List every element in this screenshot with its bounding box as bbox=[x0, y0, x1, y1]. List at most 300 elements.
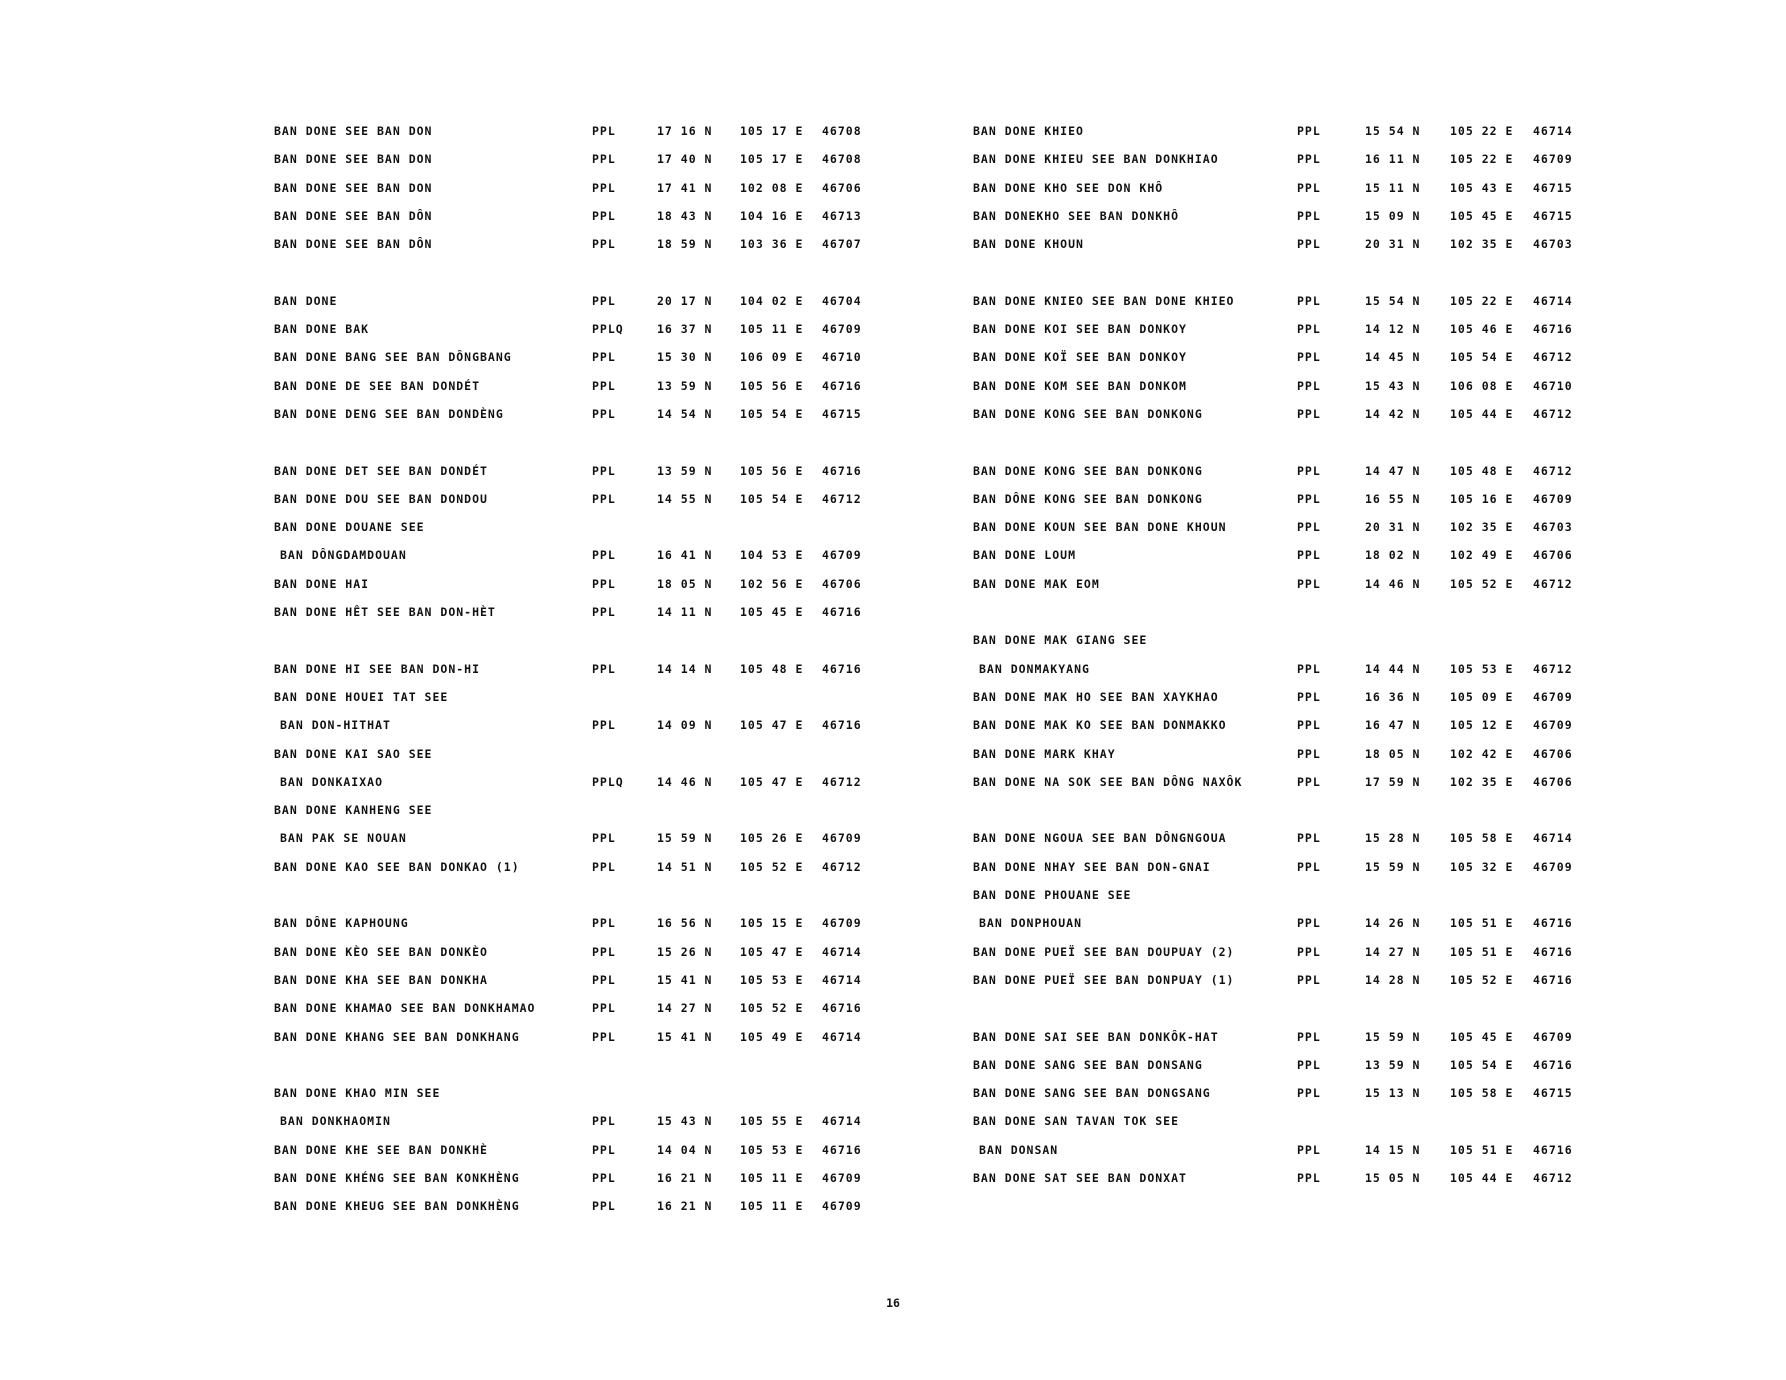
feature-class: PPL bbox=[1297, 293, 1321, 308]
sheet-number: 46707 bbox=[822, 237, 862, 252]
sheet-number: 46706 bbox=[1533, 548, 1573, 563]
feature-class: PPL bbox=[1297, 661, 1321, 676]
sheet-number: 46714 bbox=[1533, 124, 1573, 138]
feature-class: PPL bbox=[1297, 520, 1321, 535]
gazetteer-entry bbox=[274, 379, 1094, 407]
longitude: 105 52 E bbox=[740, 1001, 804, 1016]
latitude: 16 36 N bbox=[1365, 689, 1421, 704]
longitude: 104 53 E bbox=[740, 548, 804, 563]
feature-class: PPL bbox=[1297, 1086, 1321, 1101]
longitude: 105 52 E bbox=[1450, 972, 1514, 987]
gazetteer-entry bbox=[274, 294, 1094, 322]
latitude: 13 59 N bbox=[657, 463, 713, 478]
longitude: 105 22 E bbox=[1450, 293, 1514, 308]
gazetteer-entry bbox=[274, 803, 1094, 831]
gazetteer-entry bbox=[274, 152, 1094, 180]
place-name: BAN DONE PHOUANE SEE bbox=[973, 888, 1132, 903]
place-name: BAN DONE NA SOK SEE BAN DÔNG NAXÔK bbox=[973, 774, 1243, 789]
longitude: 105 45 E bbox=[1450, 208, 1514, 223]
gazetteer-entry bbox=[973, 124, 1786, 152]
sheet-number: 46703 bbox=[1533, 520, 1573, 535]
longitude: 105 47 E bbox=[740, 944, 804, 959]
longitude: 102 08 E bbox=[740, 180, 804, 195]
sheet-number: 46716 bbox=[1533, 972, 1573, 987]
sheet-number: 46716 bbox=[1533, 322, 1573, 337]
gazetteer-entry bbox=[274, 1143, 1094, 1171]
gazetteer-entry bbox=[973, 294, 1786, 322]
gazetteer-entry bbox=[274, 548, 1094, 576]
latitude: 18 43 N bbox=[657, 208, 713, 223]
feature-class: PPL bbox=[1297, 208, 1321, 223]
place-name: BAN DONKAIXAO bbox=[280, 774, 384, 789]
gazetteer-entry bbox=[274, 1001, 1094, 1029]
gazetteer-entry bbox=[973, 775, 1786, 803]
gazetteer-entry bbox=[973, 520, 1786, 548]
feature-class: PPL bbox=[1297, 237, 1321, 252]
latitude: 13 59 N bbox=[1365, 1057, 1421, 1072]
longitude: 105 54 E bbox=[740, 491, 804, 506]
gazetteer-entry bbox=[973, 973, 1786, 1001]
sheet-number: 46709 bbox=[1533, 689, 1573, 704]
feature-class: PPL bbox=[592, 124, 616, 138]
feature-class: PPL bbox=[1297, 774, 1321, 789]
gazetteer-entry bbox=[973, 322, 1786, 350]
feature-class: PPL bbox=[592, 180, 616, 195]
longitude: 105 15 E bbox=[740, 916, 804, 931]
place-name: BAN DONMAKYANG bbox=[979, 661, 1090, 676]
longitude: 105 16 E bbox=[1450, 491, 1514, 506]
longitude: 105 48 E bbox=[740, 661, 804, 676]
sheet-number: 46714 bbox=[822, 944, 862, 959]
latitude: 16 37 N bbox=[657, 322, 713, 337]
latitude: 18 05 N bbox=[1365, 746, 1421, 761]
feature-class: PPL bbox=[592, 406, 616, 421]
longitude: 105 09 E bbox=[1450, 689, 1514, 704]
latitude: 14 55 N bbox=[657, 491, 713, 506]
latitude: 16 41 N bbox=[657, 548, 713, 563]
latitude: 15 09 N bbox=[1365, 208, 1421, 223]
place-name: BAN DONE KAO SEE BAN DONKAO (1) bbox=[274, 859, 520, 874]
feature-class: PPL bbox=[592, 237, 616, 252]
place-name: BAN DONE KHAMAO SEE BAN DONKHAMAO bbox=[274, 1001, 536, 1016]
longitude: 105 11 E bbox=[740, 322, 804, 337]
sheet-number: 46709 bbox=[822, 322, 862, 337]
feature-class: PPL bbox=[1297, 689, 1321, 704]
place-name: BAN DONE KNIEO SEE BAN DONE KHIEO bbox=[973, 293, 1235, 308]
latitude: 15 26 N bbox=[657, 944, 713, 959]
place-name: BAN DONE KHIEO bbox=[973, 124, 1084, 138]
latitude: 20 31 N bbox=[1365, 237, 1421, 252]
sheet-number: 46716 bbox=[822, 718, 862, 733]
longitude: 105 55 E bbox=[740, 1114, 804, 1129]
place-name: BAN DONE KHO SEE DON KHÔ bbox=[973, 180, 1164, 195]
latitude: 17 41 N bbox=[657, 180, 713, 195]
longitude: 105 52 E bbox=[740, 859, 804, 874]
feature-class: PPL bbox=[1297, 718, 1321, 733]
gazetteer-entry bbox=[973, 209, 1786, 237]
place-name: BAN DONE SEE BAN DON bbox=[274, 152, 433, 167]
place-name: BAN DONE KONG SEE BAN DONKONG bbox=[973, 406, 1203, 421]
latitude: 14 28 N bbox=[1365, 972, 1421, 987]
feature-class: PPL bbox=[1297, 746, 1321, 761]
feature-class: PPL bbox=[1297, 548, 1321, 563]
place-name: BAN DONE MAK HO SEE BAN XAYKHAO bbox=[973, 689, 1219, 704]
gazetteer-entry bbox=[973, 1114, 1786, 1142]
place-name: BAN DONE KAI SAO SEE bbox=[274, 746, 433, 761]
longitude: 104 02 E bbox=[740, 293, 804, 308]
longitude: 105 48 E bbox=[1450, 463, 1514, 478]
sheet-number: 46709 bbox=[1533, 859, 1573, 874]
gazetteer-entry bbox=[973, 747, 1786, 775]
place-name: BAN DONE HI SEE BAN DON-HI bbox=[274, 661, 481, 676]
longitude: 105 51 E bbox=[1450, 1142, 1514, 1157]
longitude: 102 56 E bbox=[740, 576, 804, 591]
latitude: 14 14 N bbox=[657, 661, 713, 676]
sheet-number: 46706 bbox=[822, 576, 862, 591]
place-name: BAN DONSAN bbox=[979, 1142, 1059, 1157]
place-name: BAN DONE DENG SEE BAN DONDÈNG bbox=[274, 406, 504, 421]
latitude: 20 17 N bbox=[657, 293, 713, 308]
gazetteer-entry bbox=[973, 718, 1786, 746]
place-name: BAN DONE KOÏ SEE BAN DONKOY bbox=[973, 350, 1187, 365]
feature-class: PPL bbox=[592, 972, 616, 987]
gazetteer-entry bbox=[274, 181, 1094, 209]
longitude: 102 35 E bbox=[1450, 774, 1514, 789]
feature-class: PPL bbox=[592, 605, 616, 620]
latitude: 14 09 N bbox=[657, 718, 713, 733]
sheet-number: 46714 bbox=[1533, 293, 1573, 308]
longitude: 105 32 E bbox=[1450, 859, 1514, 874]
longitude: 105 11 E bbox=[740, 1170, 804, 1185]
latitude: 14 15 N bbox=[1365, 1142, 1421, 1157]
longitude: 105 45 E bbox=[1450, 1029, 1514, 1044]
gazetteer-entry bbox=[973, 152, 1786, 180]
latitude: 14 42 N bbox=[1365, 406, 1421, 421]
latitude: 14 47 N bbox=[1365, 463, 1421, 478]
longitude: 102 35 E bbox=[1450, 520, 1514, 535]
feature-class: PPL bbox=[1297, 152, 1321, 167]
place-name: BAN DONE KHANG SEE BAN DONKHANG bbox=[274, 1029, 520, 1044]
sheet-number: 46712 bbox=[822, 491, 862, 506]
feature-class: PPL bbox=[1297, 378, 1321, 393]
gazetteer-entry bbox=[274, 747, 1094, 775]
feature-class: PPL bbox=[592, 1142, 616, 1157]
sheet-number: 46706 bbox=[822, 180, 862, 195]
feature-class: PPL bbox=[592, 944, 616, 959]
latitude: 14 27 N bbox=[657, 1001, 713, 1016]
place-name: BAN DONE SANG SEE BAN DONGSANG bbox=[973, 1086, 1211, 1101]
longitude: 105 43 E bbox=[1450, 180, 1514, 195]
feature-class: PPL bbox=[1297, 350, 1321, 365]
feature-class: PPLQ bbox=[592, 774, 624, 789]
gazetteer-entry bbox=[274, 916, 1094, 944]
gazetteer-entry bbox=[274, 1030, 1094, 1058]
gazetteer-entry bbox=[274, 662, 1094, 690]
latitude: 15 13 N bbox=[1365, 1086, 1421, 1101]
longitude: 105 46 E bbox=[1450, 322, 1514, 337]
place-name: BAN DON-HITHAT bbox=[280, 718, 391, 733]
longitude: 105 56 E bbox=[740, 378, 804, 393]
sheet-number: 46712 bbox=[1533, 1170, 1573, 1185]
latitude: 15 59 N bbox=[1365, 1029, 1421, 1044]
feature-class: PPL bbox=[592, 718, 616, 733]
feature-class: PPL bbox=[592, 661, 616, 676]
place-name: BAN DONE KHEUG SEE BAN DONKHÈNG bbox=[274, 1199, 520, 1214]
feature-class: PPL bbox=[1297, 972, 1321, 987]
place-name: BAN DONE SEE BAN DON bbox=[274, 124, 433, 138]
gazetteer-entry bbox=[973, 690, 1786, 718]
gazetteer-entry bbox=[973, 379, 1786, 407]
place-name: BAN DONE BAK bbox=[274, 322, 370, 337]
gazetteer-entry bbox=[274, 718, 1094, 746]
sheet-number: 46716 bbox=[822, 1142, 862, 1157]
longitude: 105 44 E bbox=[1450, 1170, 1514, 1185]
place-name: BAN DONE DOUANE SEE bbox=[274, 520, 425, 535]
place-name: BAN DONE HAI bbox=[274, 576, 370, 591]
feature-class: PPL bbox=[1297, 1057, 1321, 1072]
gazetteer-entry bbox=[973, 945, 1786, 973]
place-name: BAN DONE DE SEE BAN DONDÉT bbox=[274, 378, 481, 393]
longitude: 102 49 E bbox=[1450, 548, 1514, 563]
sheet-number: 46709 bbox=[822, 1170, 862, 1185]
longitude: 106 08 E bbox=[1450, 378, 1514, 393]
latitude: 18 59 N bbox=[657, 237, 713, 252]
place-name: BAN DÔNE KONG SEE BAN DONKONG bbox=[973, 491, 1203, 506]
sheet-number: 46716 bbox=[1533, 1142, 1573, 1157]
gazetteer-entry bbox=[274, 831, 1094, 859]
feature-class: PPL bbox=[1297, 944, 1321, 959]
longitude: 105 47 E bbox=[740, 774, 804, 789]
latitude: 15 41 N bbox=[657, 1029, 713, 1044]
sheet-number: 46715 bbox=[1533, 208, 1573, 223]
place-name: BAN DONE KOM SEE BAN DONKOM bbox=[973, 378, 1187, 393]
place-name: BAN DONE HOUEI TAT SEE bbox=[274, 689, 449, 704]
longitude: 105 54 E bbox=[740, 406, 804, 421]
feature-class: PPL bbox=[1297, 1029, 1321, 1044]
gazetteer-entry bbox=[973, 1171, 1786, 1199]
longitude: 105 11 E bbox=[740, 1199, 804, 1214]
place-name: BAN DONE SAN TAVAN TOK SEE bbox=[973, 1114, 1180, 1129]
place-name: BAN DONE NGOUA SEE BAN DÔNGNGOUA bbox=[973, 831, 1227, 846]
latitude: 14 44 N bbox=[1365, 661, 1421, 676]
longitude: 105 51 E bbox=[1450, 916, 1514, 931]
place-name: BAN DONE DET SEE BAN DONDÉT bbox=[274, 463, 488, 478]
gazetteer-entry bbox=[973, 860, 1786, 888]
latitude: 16 47 N bbox=[1365, 718, 1421, 733]
latitude: 15 54 N bbox=[1365, 293, 1421, 308]
feature-class: PPL bbox=[1297, 859, 1321, 874]
latitude: 18 05 N bbox=[657, 576, 713, 591]
gazetteer-entry bbox=[973, 831, 1786, 859]
place-name: BAN DONPHOUAN bbox=[979, 916, 1083, 931]
longitude: 105 53 E bbox=[740, 1142, 804, 1157]
place-name: BAN DONE MARK KHAY bbox=[973, 746, 1116, 761]
longitude: 105 49 E bbox=[740, 1029, 804, 1044]
longitude: 105 26 E bbox=[740, 831, 804, 846]
sheet-number: 46716 bbox=[1533, 1057, 1573, 1072]
gazetteer-entry bbox=[973, 407, 1786, 435]
latitude: 16 56 N bbox=[657, 916, 713, 931]
longitude: 105 17 E bbox=[740, 124, 804, 138]
longitude: 104 16 E bbox=[740, 208, 804, 223]
feature-class: PPL bbox=[592, 1001, 616, 1016]
gazetteer-entry bbox=[274, 407, 1094, 435]
gazetteer-entry bbox=[274, 124, 1094, 152]
sheet-number: 46715 bbox=[1533, 180, 1573, 195]
gazetteer-entry bbox=[973, 633, 1786, 661]
longitude: 105 22 E bbox=[1450, 152, 1514, 167]
sheet-number: 46708 bbox=[822, 152, 862, 167]
feature-class: PPL bbox=[592, 350, 616, 365]
sheet-number: 46704 bbox=[822, 293, 862, 308]
place-name: BAN DONE bbox=[274, 293, 338, 308]
place-name: BAN DONE SAT SEE BAN DONXAT bbox=[973, 1170, 1187, 1185]
place-name: BAN DONE KONG SEE BAN DONKONG bbox=[973, 463, 1203, 478]
gazetteer-entry bbox=[973, 350, 1786, 378]
feature-class: PPL bbox=[592, 1114, 616, 1129]
latitude: 20 31 N bbox=[1365, 520, 1421, 535]
gazetteer-entry bbox=[274, 1114, 1094, 1142]
feature-class: PPL bbox=[592, 463, 616, 478]
sheet-number: 46710 bbox=[1533, 378, 1573, 393]
sheet-number: 46716 bbox=[1533, 916, 1573, 931]
sheet-number: 46715 bbox=[822, 406, 862, 421]
place-name: BAN DONE MAK GIANG SEE bbox=[973, 633, 1148, 648]
feature-class: PPL bbox=[1297, 180, 1321, 195]
gazetteer-entry bbox=[274, 1086, 1094, 1114]
place-name: BAN DONE BANG SEE BAN DÔNGBANG bbox=[274, 350, 512, 365]
latitude: 14 27 N bbox=[1365, 944, 1421, 959]
place-name: BAN DONE KOUN SEE BAN DONE KHOUN bbox=[973, 520, 1227, 535]
latitude: 15 43 N bbox=[1365, 378, 1421, 393]
place-name: BAN DONE KHA SEE BAN DONKHA bbox=[274, 972, 488, 987]
gazetteer-entry bbox=[973, 1030, 1786, 1058]
sheet-number: 46712 bbox=[822, 859, 862, 874]
right-column bbox=[973, 124, 1786, 1199]
feature-class: PPL bbox=[1297, 916, 1321, 931]
page-number: 16 bbox=[886, 1296, 900, 1310]
sheet-number: 46714 bbox=[822, 1114, 862, 1129]
longitude: 105 12 E bbox=[1450, 718, 1514, 733]
sheet-number: 46706 bbox=[1533, 746, 1573, 761]
latitude: 17 59 N bbox=[1365, 774, 1421, 789]
place-name: BAN DONE KÈO SEE BAN DONKÈO bbox=[274, 944, 488, 959]
longitude: 105 53 E bbox=[1450, 661, 1514, 676]
sheet-number: 46712 bbox=[822, 774, 862, 789]
sheet-number: 46716 bbox=[822, 661, 862, 676]
latitude: 17 16 N bbox=[657, 124, 713, 138]
feature-class: PPL bbox=[592, 491, 616, 506]
feature-class: PPL bbox=[1297, 576, 1321, 591]
place-name: BAN DONE MAK EOM bbox=[973, 576, 1100, 591]
place-name: BAN PAK SE NOUAN bbox=[280, 831, 407, 846]
place-name: BAN DONE HÊT SEE BAN DON-HÈT bbox=[274, 605, 496, 620]
latitude: 13 59 N bbox=[657, 378, 713, 393]
sheet-number: 46714 bbox=[1533, 831, 1573, 846]
sheet-number: 46709 bbox=[1533, 1029, 1573, 1044]
place-name: BAN DONE SAI SEE BAN DONKÔK-HAT bbox=[973, 1029, 1219, 1044]
sheet-number: 46709 bbox=[822, 916, 862, 931]
gazetteer-entry bbox=[274, 322, 1094, 350]
place-name: BAN DONKHAOMIN bbox=[280, 1114, 391, 1129]
place-name: BAN DONEKHO SEE BAN DONKHÔ bbox=[973, 208, 1180, 223]
gazetteer-entry bbox=[274, 1171, 1094, 1199]
feature-class: PPL bbox=[1297, 322, 1321, 337]
gazetteer-entry bbox=[274, 209, 1094, 237]
sheet-number: 46709 bbox=[822, 831, 862, 846]
feature-class: PPL bbox=[592, 548, 616, 563]
sheet-number: 46709 bbox=[822, 1199, 862, 1214]
latitude: 15 11 N bbox=[1365, 180, 1421, 195]
feature-class: PPL bbox=[1297, 1142, 1321, 1157]
longitude: 102 35 E bbox=[1450, 237, 1514, 252]
latitude: 15 28 N bbox=[1365, 831, 1421, 846]
gazetteer-entry bbox=[274, 577, 1094, 605]
gazetteer-entry bbox=[274, 860, 1094, 888]
latitude: 14 54 N bbox=[657, 406, 713, 421]
gazetteer-entry bbox=[973, 1086, 1786, 1114]
place-name: BAN DONE KHÉNG SEE BAN KONKHÈNG bbox=[274, 1170, 520, 1185]
longitude: 105 51 E bbox=[1450, 944, 1514, 959]
feature-class: PPL bbox=[592, 1029, 616, 1044]
sheet-number: 46712 bbox=[1533, 661, 1573, 676]
gazetteer-entry bbox=[973, 916, 1786, 944]
place-name: BAN DONE KANHENG SEE bbox=[274, 803, 433, 818]
longitude: 105 54 E bbox=[1450, 1057, 1514, 1072]
feature-class: PPL bbox=[1297, 463, 1321, 478]
place-name: BAN DONE PUEÏ SEE BAN DOUPUAY (2) bbox=[973, 944, 1235, 959]
longitude: 105 54 E bbox=[1450, 350, 1514, 365]
feature-class: PPL bbox=[592, 378, 616, 393]
longitude: 105 58 E bbox=[1450, 831, 1514, 846]
place-name: BAN DONE KHAO MIN SEE bbox=[274, 1086, 441, 1101]
latitude: 16 11 N bbox=[1365, 152, 1421, 167]
latitude: 15 54 N bbox=[1365, 124, 1421, 138]
sheet-number: 46706 bbox=[1533, 774, 1573, 789]
longitude: 102 42 E bbox=[1450, 746, 1514, 761]
sheet-number: 46712 bbox=[1533, 463, 1573, 478]
feature-class: PPL bbox=[1297, 1170, 1321, 1185]
latitude: 15 59 N bbox=[1365, 859, 1421, 874]
latitude: 16 21 N bbox=[657, 1170, 713, 1185]
place-name: BAN DONE PUEÏ SEE BAN DONPUAY (1) bbox=[973, 972, 1235, 987]
gazetteer-entry bbox=[274, 605, 1094, 633]
longitude: 105 47 E bbox=[740, 718, 804, 733]
sheet-number: 46709 bbox=[822, 548, 862, 563]
latitude: 14 46 N bbox=[1365, 576, 1421, 591]
sheet-number: 46712 bbox=[1533, 350, 1573, 365]
feature-class: PPL bbox=[592, 916, 616, 931]
sheet-number: 46713 bbox=[822, 208, 862, 223]
latitude: 16 21 N bbox=[657, 1199, 713, 1214]
gazetteer-entry bbox=[973, 577, 1786, 605]
latitude: 15 30 N bbox=[657, 350, 713, 365]
sheet-number: 46709 bbox=[1533, 152, 1573, 167]
latitude: 14 46 N bbox=[657, 774, 713, 789]
place-name: BAN DONE SEE BAN DÔN bbox=[274, 208, 433, 223]
place-name: BAN DONE KOI SEE BAN DONKOY bbox=[973, 322, 1187, 337]
feature-class: PPL bbox=[592, 1199, 616, 1214]
gazetteer-entry bbox=[973, 888, 1786, 916]
latitude: 15 05 N bbox=[1365, 1170, 1421, 1185]
sheet-number: 46714 bbox=[822, 972, 862, 987]
sheet-number: 46716 bbox=[1533, 944, 1573, 959]
latitude: 15 43 N bbox=[657, 1114, 713, 1129]
longitude: 105 52 E bbox=[1450, 576, 1514, 591]
gazetteer-entry bbox=[973, 237, 1786, 265]
gazetteer-entry bbox=[973, 181, 1786, 209]
longitude: 105 56 E bbox=[740, 463, 804, 478]
